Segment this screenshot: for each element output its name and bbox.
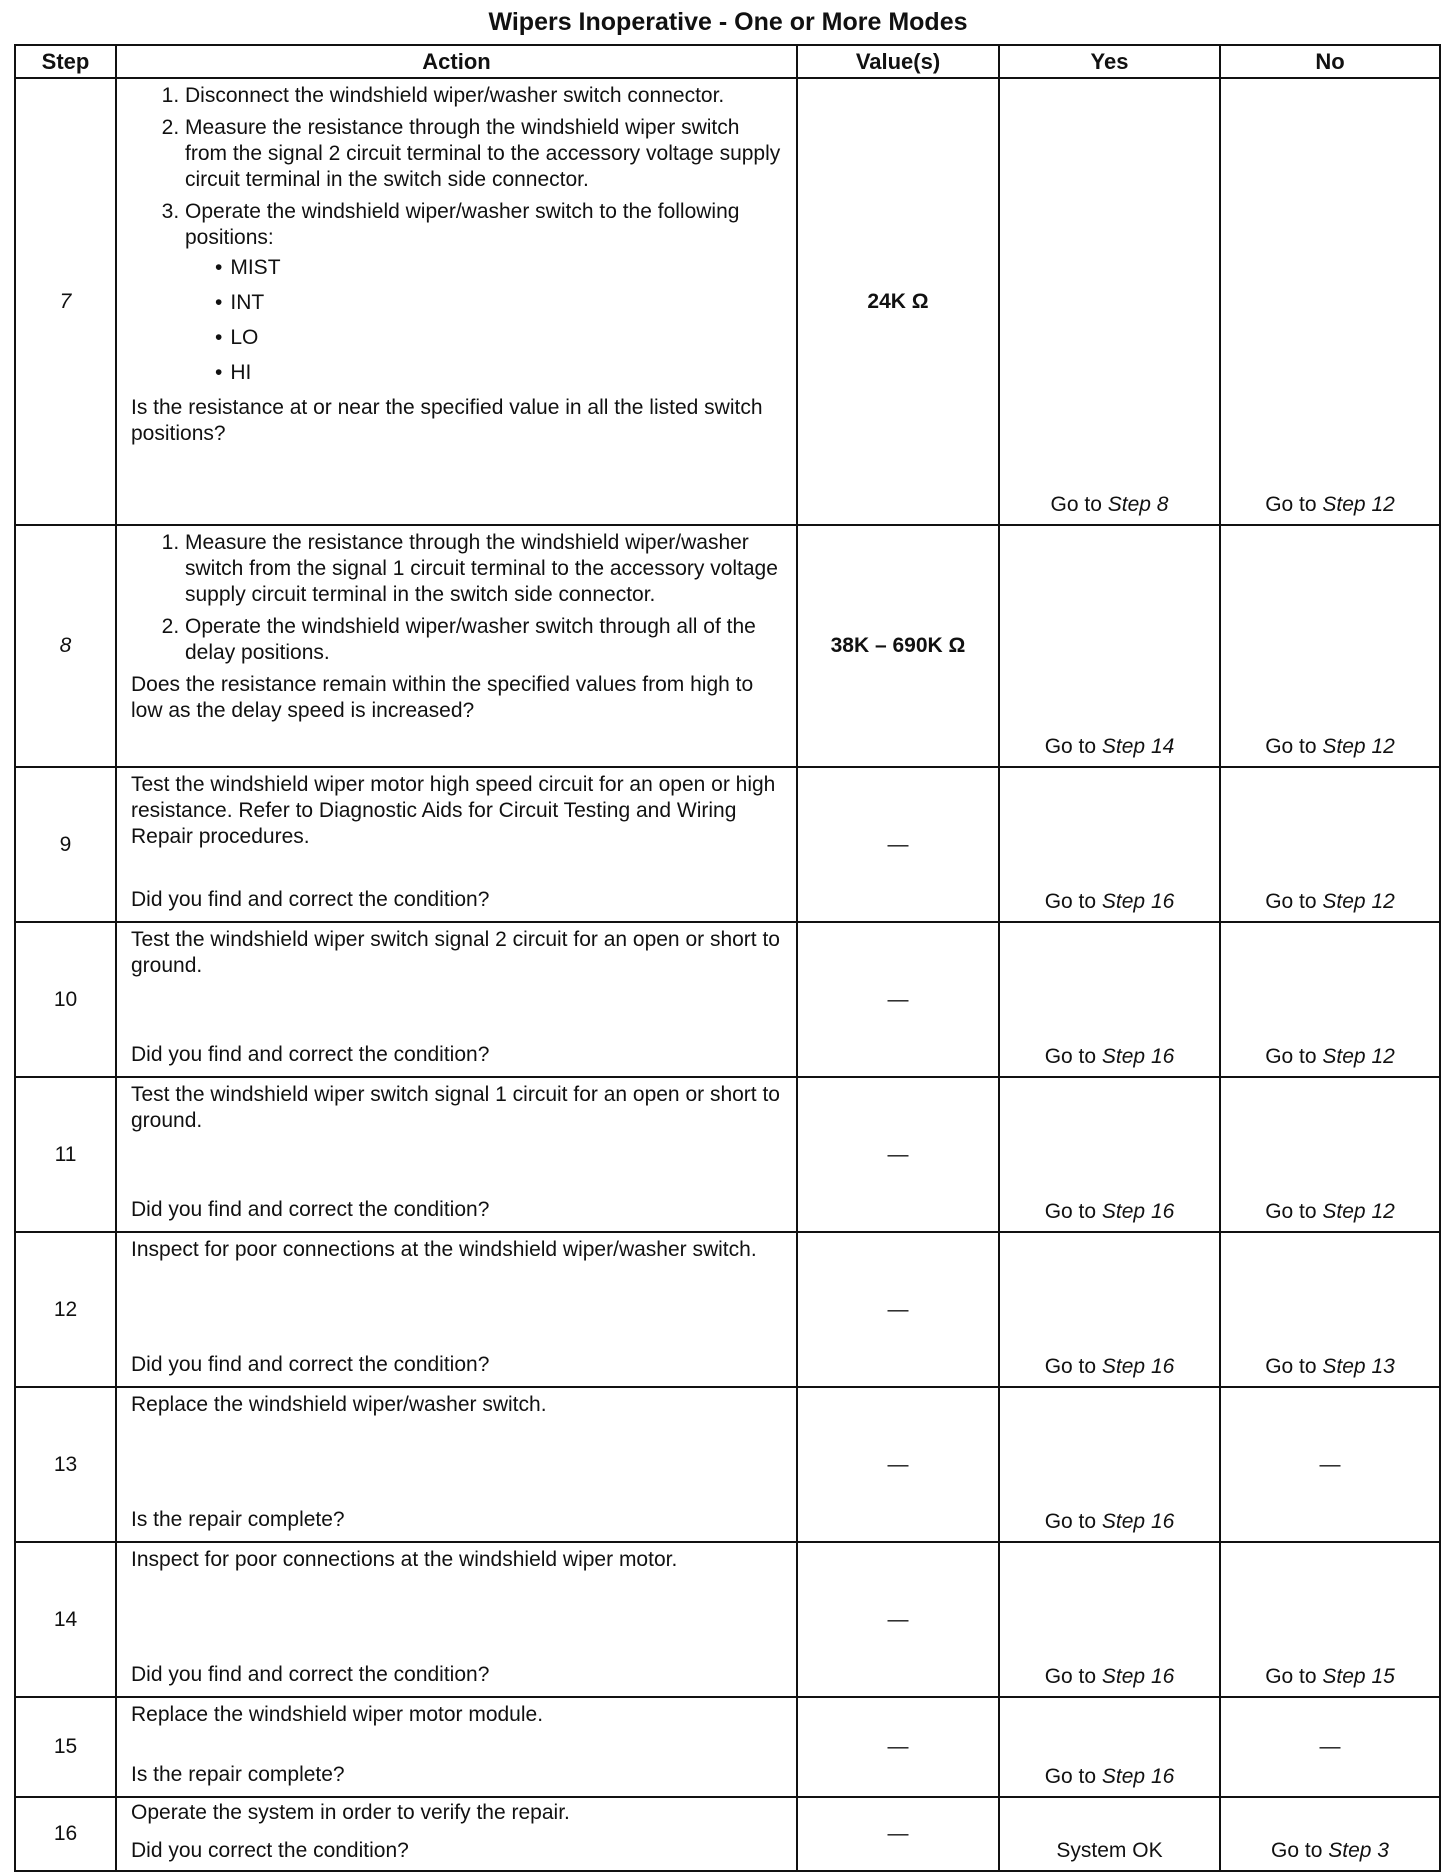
yes-step-link: Step 16 [1101,1045,1175,1068]
no-step-link: Step 12 [1322,1200,1395,1223]
no-cell [1220,525,1440,767]
action-item: 2. Measure the resistance through the windshield wiper switch from the signal 2 circuit terminal to the accessory voltage supply circuit terminal in the switch side connector. [185,115,786,193]
action-item: 1. Disconnect the windshield wiper/washer switch connector. [185,83,786,109]
table-row [15,1542,1440,1697]
no-cell [1220,1232,1440,1387]
yes-step-link: Step 16 [1101,1510,1175,1533]
value-cell: — [797,1697,999,1797]
goto-label: Go to [1265,1200,1317,1223]
question: Does the resistance remain within the specified values from high to low as the delay speed is increased? [131,673,754,722]
no-step-link: Step 12 [1322,890,1395,913]
step-number: 7 [15,78,116,525]
table-row [15,1387,1440,1542]
yes-cell [999,525,1220,767]
question: Did you find and correct the condition? [131,1043,490,1066]
goto-label: Go to [1044,1765,1097,1788]
no-cell [1220,767,1440,922]
no-step-link: Step 15 [1322,1665,1395,1688]
yes-step-link: Step 16 [1101,890,1175,913]
no-cell: — [1220,1697,1440,1797]
goto-label: Go to [1271,1839,1323,1862]
action-cell [116,1542,797,1697]
question: Did you find and correct the condition? [131,1198,490,1221]
step-number: 14 [15,1542,116,1697]
step-number: 15 [15,1697,116,1797]
yes-cell [999,922,1220,1077]
action-cell [116,1797,797,1871]
yes-cell [999,1697,1220,1797]
no-step-link: Step 12 [1322,735,1395,758]
yes-cell [999,1387,1220,1542]
table-row [15,922,1440,1077]
table-row [15,1697,1440,1797]
goto-label: Go to [1044,1510,1097,1533]
goto-label: Go to [1044,1045,1097,1068]
goto-label: Go to [1044,1200,1097,1223]
goto-label: Go to [1044,890,1097,913]
action-text: Replace the windshield wiper motor module. [131,1703,544,1726]
yes-step-link: Step 16 [1101,1200,1175,1223]
action-cell [116,1232,797,1387]
table-row [15,1077,1440,1232]
question: Did you find and correct the condition? [131,1353,490,1376]
step-number: 11 [15,1077,116,1232]
header-row [15,45,1440,78]
action-text: Replace the windshield wiper/washer switch. [131,1393,547,1416]
goto-label: Go to [1050,493,1102,516]
value-cell: 38K – 690K Ω [797,525,999,767]
step-number: 8 [15,525,116,767]
diagnostic-table [14,44,1441,1872]
value-cell: — [797,1387,999,1542]
step-number: 10 [15,922,116,1077]
step-number: 9 [15,767,116,922]
action-text: Test the windshield wiper switch signal 2 circuit for an open or short to ground. [131,928,780,977]
no-step-link: Step 13 [1322,1355,1395,1378]
yes-cell: System OK [999,1797,1220,1871]
page-title: Wipers Inoperative - One or More Modes [488,8,968,36]
question: Did you find and correct the condition? [131,888,490,911]
no-cell: — [1220,1387,1440,1542]
action-cell [116,767,797,922]
yes-cell [999,1232,1220,1387]
goto-label: Go to [1265,735,1317,758]
goto-label: Go to [1044,1355,1097,1378]
yes-step-link: Step 16 [1101,1765,1175,1788]
header-no: No [1220,45,1440,78]
table-row [15,78,1440,525]
goto-label: Go to [1265,493,1317,516]
action-item: 2. Operate the windshield wiper/washer switch through all of the delay positions. [185,614,786,666]
table-row [15,767,1440,922]
action-text: Test the windshield wiper motor high speed circuit for an open or high resistance. Refer to Diagnostic Aids for Circuit Testing and Wiring Repair procedures. [131,773,776,848]
no-step-link: Step 12 [1322,493,1395,516]
question: Did you correct the condition? [131,1839,409,1862]
action-text: Operate the system in order to verify the repair. [131,1801,570,1824]
bullet-item: • HI [215,360,786,386]
table-row [15,525,1440,767]
no-cell [1220,1797,1440,1871]
yes-cell [999,767,1220,922]
goto-label: Go to [1044,1665,1097,1688]
action-item [185,199,786,386]
bullet-item: • MIST [215,255,786,281]
action-cell [116,1077,797,1232]
value-cell: — [797,922,999,1077]
action-item-text: Operate the windshield wiper/washer switch to the following positions: [185,200,740,249]
action-cell [116,525,797,767]
value-cell: — [797,767,999,922]
yes-cell [999,1077,1220,1232]
question: Is the repair complete? [131,1763,345,1786]
bullet-item: • LO [215,325,786,351]
goto-label: Go to [1265,1665,1317,1688]
step-number: 12 [15,1232,116,1387]
yes-cell [999,1542,1220,1697]
no-step-link: Step 3 [1328,1839,1389,1862]
value-cell: 24K Ω [797,78,999,525]
header-values: Value(s) [797,45,999,78]
question: Did you find and correct the condition? [131,1663,490,1686]
action-item: 1. Measure the resistance through the windshield wiper/washer switch from the signal 1 circuit terminal to the accessory voltage supply circuit terminal in the switch side connector. [185,530,786,608]
yes-step-link: Step 16 [1101,1355,1175,1378]
goto-label: Go to [1265,1355,1317,1378]
header-step: Step [15,45,116,78]
value-cell: — [797,1797,999,1871]
no-cell [1220,1542,1440,1697]
step-number: 13 [15,1387,116,1542]
action-cell [116,922,797,1077]
yes-step-link: Step 14 [1101,735,1175,758]
action-text: Inspect for poor connections at the windshield wiper motor. [131,1548,678,1571]
question: Is the repair complete? [131,1508,345,1531]
bullet-item: • INT [215,290,786,316]
action-text: Inspect for poor connections at the windshield wiper/washer switch. [131,1238,757,1261]
table-row [15,1797,1440,1871]
action-text: Test the windshield wiper switch signal 1 circuit for an open or short to ground. [131,1083,780,1132]
action-cell [116,1387,797,1542]
goto-label: Go to [1265,890,1317,913]
step-number: 16 [15,1797,116,1871]
no-cell [1220,78,1440,525]
yes-step-link: Step 16 [1101,1665,1175,1688]
no-step-link: Step 12 [1322,1045,1395,1068]
goto-label: Go to [1265,1045,1317,1068]
yes-cell [999,78,1220,525]
no-cell [1220,1077,1440,1232]
action-cell [116,1697,797,1797]
value-cell: — [797,1542,999,1697]
yes-step-link: Step 8 [1107,493,1169,516]
header-yes: Yes [999,45,1220,78]
header-action: Action [116,45,797,78]
question: Is the resistance at or near the specified value in all the listed switch positions? [131,396,763,445]
no-cell [1220,922,1440,1077]
table-row [15,1232,1440,1387]
action-cell [116,78,797,525]
goto-label: Go to [1044,735,1097,758]
value-cell: — [797,1232,999,1387]
value-cell: — [797,1077,999,1232]
